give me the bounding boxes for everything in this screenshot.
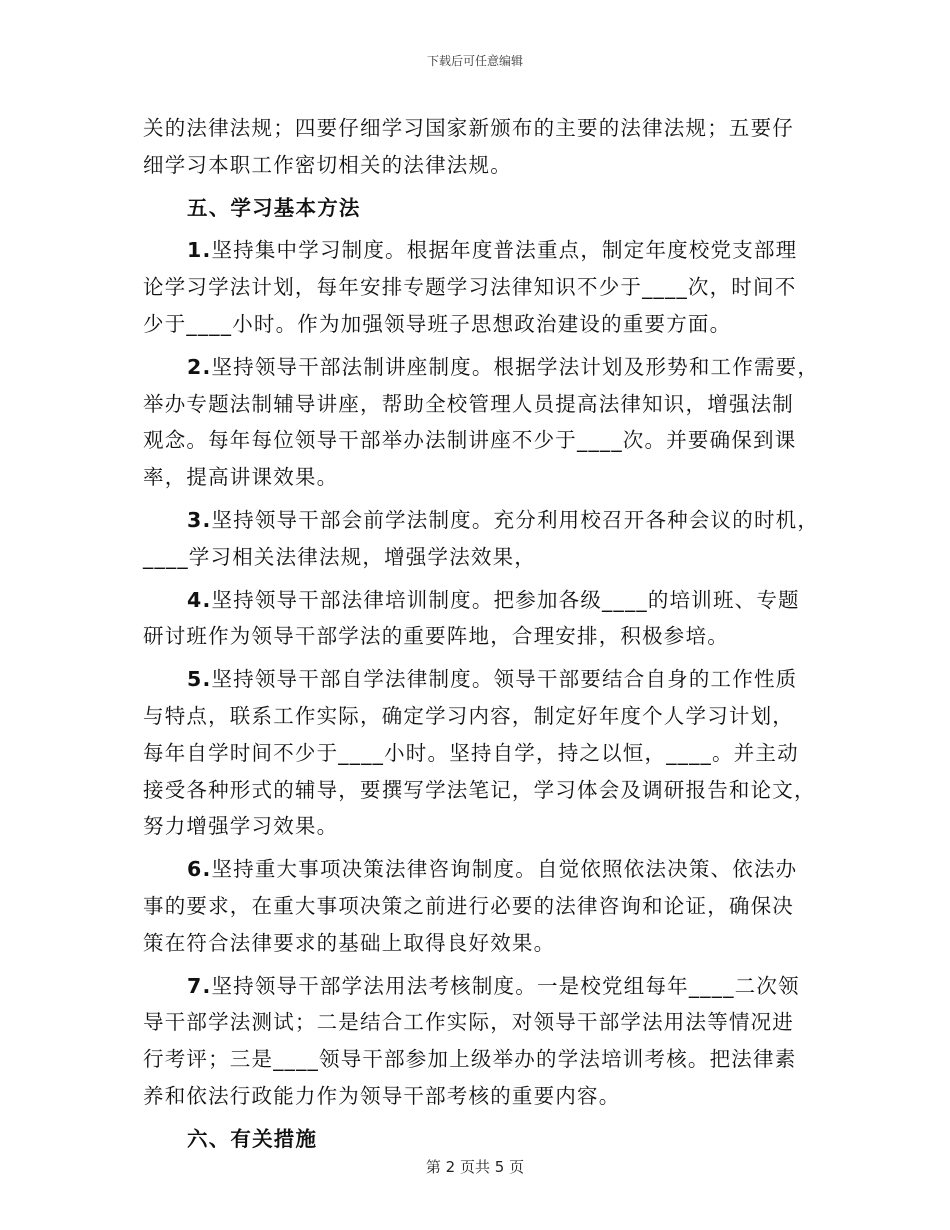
- list-item: [187, 661, 803, 698]
- section-heading-6: 六、有关措施: [187, 1126, 318, 1151]
- item-number: 1.: [187, 238, 212, 263]
- paragraph-line: 细学习本职工作密切相关的法律法规。: [143, 152, 512, 177]
- paragraph-line: 研讨班作为领导干部学法的重要阵地，合理安排，积极参培。: [143, 624, 729, 649]
- paragraph-line: ____学习相关法律法规，增强学法效果，: [143, 544, 536, 569]
- paragraph-line: 关的法律法规；四要仔细学习国家新颁布的主要的法律法规；五要仔: [143, 116, 794, 140]
- section-heading-5: 五、学习基本方法: [187, 195, 361, 220]
- paragraph-line: 接受各种形式的辅导，要撰写学法笔记，学习体会及调研报告和论文，: [143, 777, 816, 802]
- item-text: 坚持集中学习制度。根据年度普法重点，制定年度校党支部理: [211, 238, 798, 263]
- item-number: 5.: [187, 667, 212, 692]
- paragraph-line: 导干部学法测试；二是结合工作实际，对领导干部学法用法等情况进: [143, 1010, 794, 1035]
- list-item: [187, 349, 820, 386]
- item-text: 坚持领导干部会前学法制度。充分利用校召开各种会议的时机，: [211, 507, 820, 532]
- paragraph-line: 观念。每年每位领导干部举办法制讲座不少于____次。并要确保到课: [143, 428, 797, 453]
- list-item: [187, 968, 803, 1005]
- item-text: 坚持领导干部自学法律制度。领导干部要结合自身的工作性质: [211, 667, 798, 692]
- item-text: 坚持重大事项决策法律咨询制度。自觉依照依法决策、依法办: [211, 857, 798, 882]
- item-number: 6.: [187, 857, 212, 882]
- paragraph-line: 与特点，联系工作实际，确定学习内容，制定好年度个人学习计划，: [143, 703, 794, 728]
- item-number: 7.: [187, 973, 212, 998]
- item-text: 坚持领导干部学法用法考核制度。一是校党组每年____二次领: [211, 973, 800, 998]
- paragraph-line: 每年自学时间不少于____小时。坚持自学，持之以恒，____。并主动: [143, 740, 799, 765]
- paragraph-line: 事的要求，在重大事项决策之前进行必要的法律咨询和论证，确保决: [143, 893, 794, 918]
- paragraph-line: 努力增强学习效果。: [143, 814, 339, 839]
- list-item: [187, 232, 803, 269]
- paragraph-line: 率，提高讲课效果。: [143, 465, 339, 490]
- page-header-note: 下载后可任意编辑: [426, 54, 523, 68]
- item-text: 坚持领导干部法制讲座制度。根据学法计划及形势和工作需要，: [211, 354, 820, 379]
- paragraph-line: 行考评；三是____领导干部参加上级举办的学法培训考核。把法律素: [143, 1047, 797, 1072]
- page-number: 第 2 页共 5 页: [425, 1158, 525, 1176]
- item-number: 2.: [187, 354, 212, 379]
- paragraph-line: 论学习学法计划，每年安排专题学习法律知识不少于____次，时间不: [143, 275, 797, 300]
- paragraph-line: 少于____小时。作为加强领导班子思想政治建设的重要方面。: [143, 311, 732, 336]
- paragraph-line: 养和依法行政能力作为领导干部考核的重要内容。: [143, 1083, 621, 1108]
- list-item: [187, 582, 803, 619]
- paragraph-line: 举办专题法制辅导讲座，帮助全校管理人员提高法律知识，增强法制: [143, 391, 794, 416]
- item-number: 3.: [187, 507, 212, 532]
- item-number: 4.: [187, 587, 212, 612]
- list-item: [187, 851, 803, 888]
- item-text: 坚持领导干部法律培训制度。把参加各级____的培训班、专题: [211, 587, 800, 612]
- paragraph-line: 策在符合法律要求的基础上取得良好效果。: [143, 930, 556, 955]
- list-item: [187, 502, 820, 539]
- document-body: [143, 110, 820, 1164]
